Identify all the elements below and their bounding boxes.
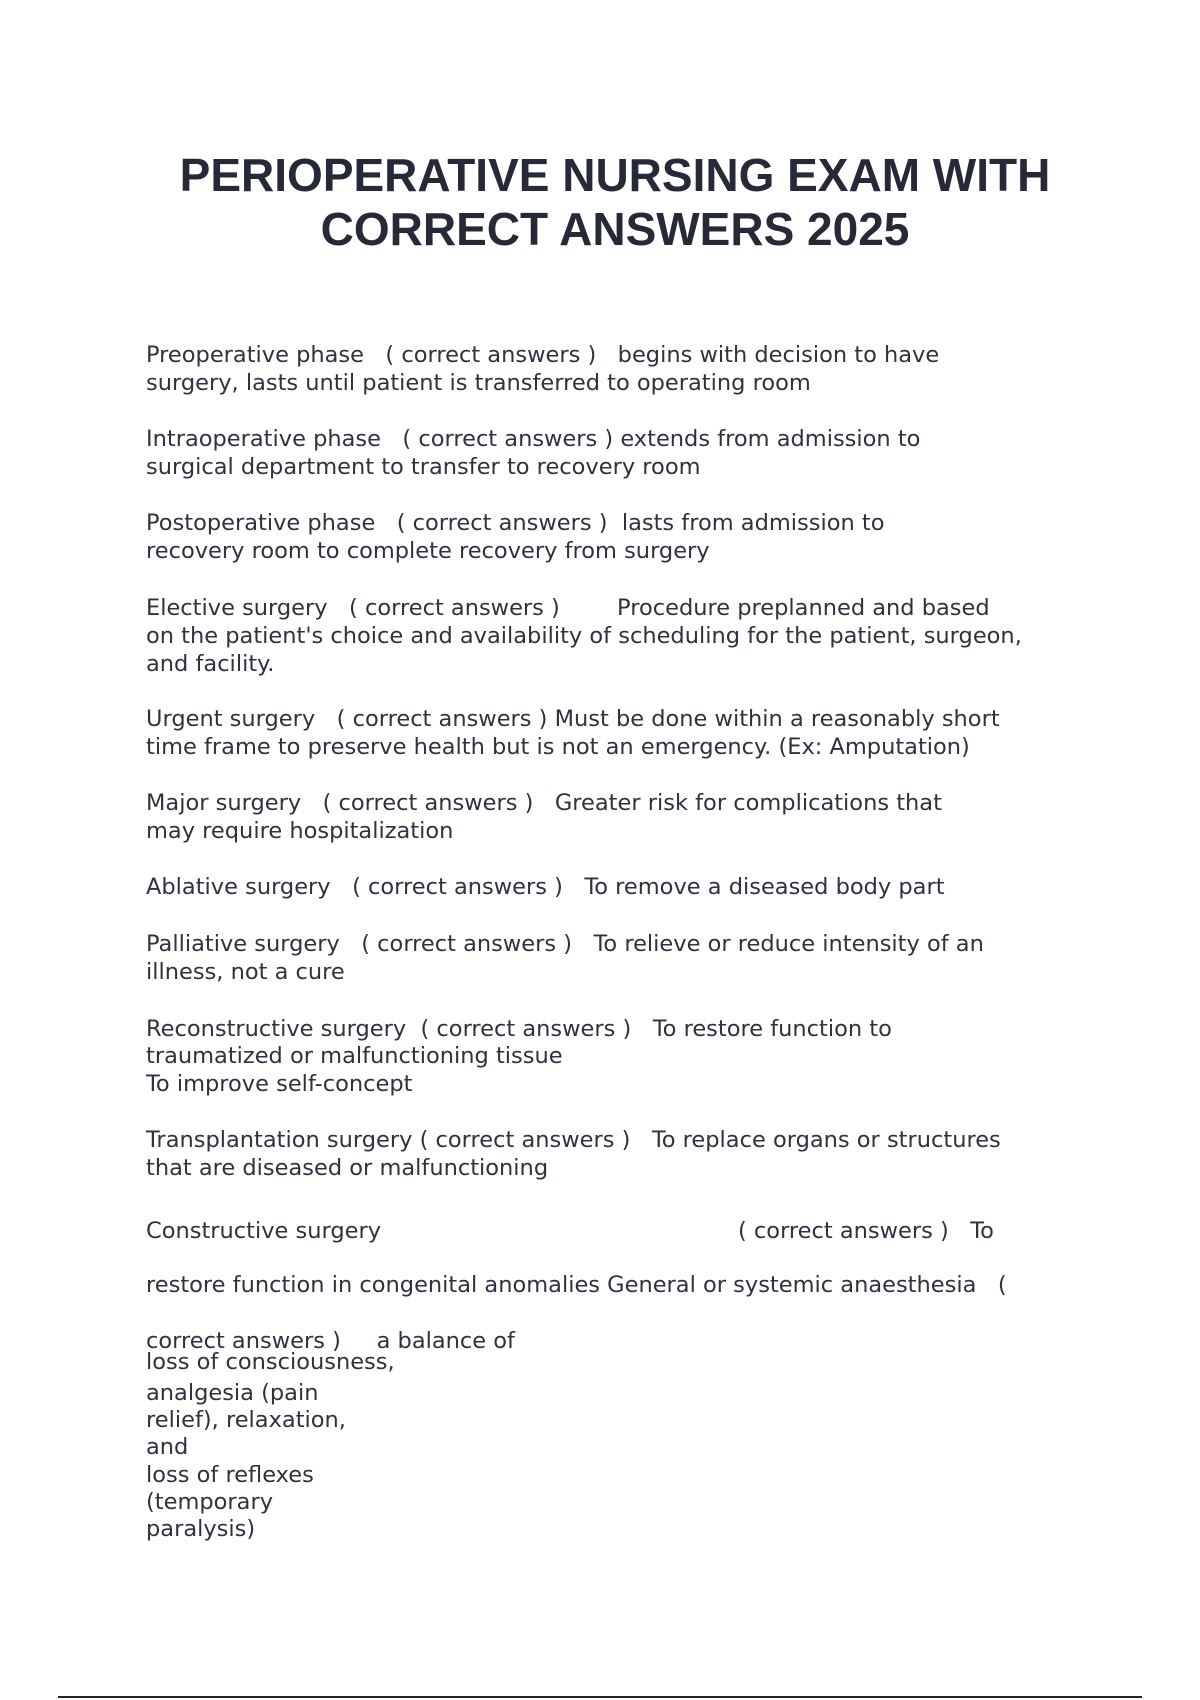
anaesthesia-line-7: (temporary <box>146 1489 274 1515</box>
elective-line-3: and facility. <box>146 651 275 677</box>
elective-line-1: Elective surgery ( correct answers ) Procedure preplanned and based <box>146 595 990 621</box>
ablative-line-1: Ablative surgery ( correct answers ) To remove a diseased body part <box>146 874 945 900</box>
intraoperative-line-1: Intraoperative phase ( correct answers ) extends from admission to <box>146 426 921 452</box>
reconstructive-line-1: Reconstructive surgery ( correct answers ) To restore function to <box>146 1016 892 1042</box>
postoperative-line-1: Postoperative phase ( correct answers ) lasts from admission to <box>146 510 885 536</box>
anaesthesia-line-3: analgesia (pain <box>146 1380 319 1406</box>
elective-line-2: on the patient's choice and availability of scheduling for the patient, surgeon, <box>146 623 1022 649</box>
footer-divider <box>58 1696 1142 1698</box>
major-line-1: Major surgery ( correct answers ) Greater risk for complications that <box>146 790 942 816</box>
anaesthesia-line-5: and <box>146 1434 189 1460</box>
constructive-answer-label: ( correct answers ) To <box>738 1218 994 1244</box>
constructive-term: Constructive surgery <box>146 1218 382 1244</box>
major-line-2: may require hospitalization <box>146 818 454 844</box>
palliative-line-1: Palliative surgery ( correct answers ) To relieve or reduce intensity of an <box>146 931 984 957</box>
preoperative-line-2: surgery, lasts until patient is transferred to operating room <box>146 370 811 396</box>
title-line-2: CORRECT ANSWERS 2025 <box>320 203 910 255</box>
anaesthesia-line-8: paralysis) <box>146 1516 256 1542</box>
urgent-line-1: Urgent surgery ( correct answers ) Must be done within a reasonably short <box>146 706 1000 732</box>
reconstructive-line-2: traumatized or malfunctioning tissue <box>146 1043 563 1069</box>
postoperative-line-2: recovery room to complete recovery from surgery <box>146 538 710 564</box>
reconstructive-line-3: To improve self-concept <box>146 1071 413 1097</box>
anaesthesia-line-1: correct answers ) a balance of <box>146 1328 515 1354</box>
title-line-1: PERIOPERATIVE NURSING EXAM WITH <box>179 149 1051 201</box>
anaesthesia-line-2: loss of consciousness, <box>146 1349 395 1375</box>
transplantation-line-1: Transplantation surgery ( correct answers ) To replace organs or structures <box>146 1127 1001 1153</box>
preoperative-line-1: Preoperative phase ( correct answers ) begins with decision to have <box>146 342 940 368</box>
constructive-line-2: restore function in congenital anomalies General or systemic anaesthesia ( <box>146 1272 1007 1298</box>
palliative-line-2: illness, not a cure <box>146 959 345 985</box>
urgent-line-2: time frame to preserve health but is not an emergency. (Ex: Amputation) <box>146 734 970 760</box>
document-title <box>100 148 1130 256</box>
anaesthesia-line-4: relief), relaxation, <box>146 1407 346 1433</box>
transplantation-line-2: that are diseased or malfunctioning <box>146 1155 549 1181</box>
intraoperative-line-2: surgical department to transfer to recovery room <box>146 454 701 480</box>
anaesthesia-line-6: loss of reflexes <box>146 1462 314 1488</box>
